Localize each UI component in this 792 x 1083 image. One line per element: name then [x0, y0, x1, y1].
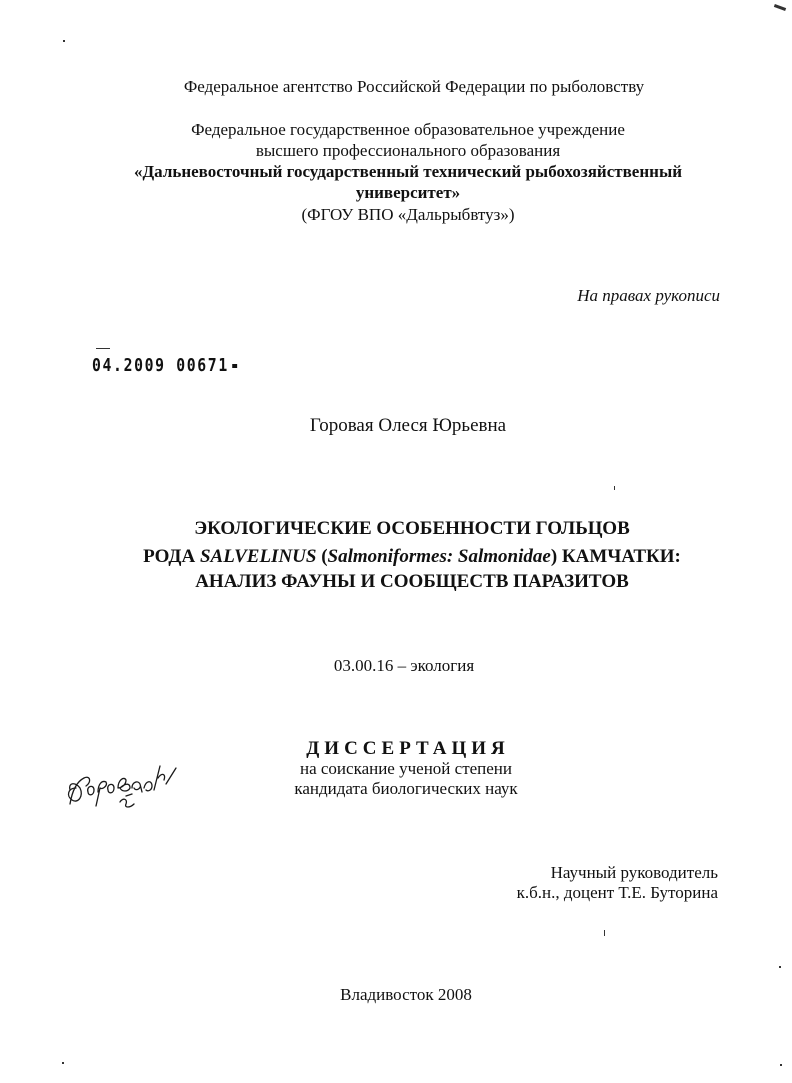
- scan-dust-icon: [614, 486, 615, 490]
- scan-dust-icon: [96, 348, 110, 349]
- registration-number: [92, 355, 237, 376]
- title-open-paren: (: [316, 546, 328, 567]
- scan-dust-icon: [779, 966, 781, 968]
- scan-dust-icon: [780, 1064, 782, 1066]
- title-line-2-prefix: РОДА: [143, 546, 200, 567]
- institution-line-2: высшего профессионального образования: [255, 141, 561, 160]
- city-and-year: Владивосток 2008: [340, 985, 472, 1004]
- dissertation-heading: ДИССЕРТАЦИЯ: [306, 738, 510, 759]
- institution-line-4: университет»: [355, 183, 461, 202]
- author-name: Горовая Олеся Юрьевна: [309, 415, 507, 436]
- title-line-1: ЭКОЛОГИЧЕСКИЕ ОСОБЕННОСТИ ГОЛЬЦОВ: [194, 518, 630, 539]
- institution-line-3: «Дальневосточный государственный технический рыбохозяйственный: [133, 162, 683, 181]
- handwritten-signature-icon: [62, 752, 192, 822]
- scan-artifact-icon: [774, 4, 786, 11]
- dissertation-degree-line-1: на соискание ученой степени: [299, 759, 513, 778]
- scan-dust-icon: [604, 930, 605, 936]
- institution-abbreviation: (ФГОУ ВПО «Дальрыбвтуз»): [301, 205, 515, 224]
- title-line-2: [16, 546, 792, 568]
- rights-notice: На правах рукописи: [577, 286, 720, 305]
- dissertation-degree-line-2: кандидата биологических наук: [294, 779, 518, 798]
- supervisor-name: к.б.н., доцент Т.Е. Буторина: [516, 883, 718, 902]
- agency-name: Федеральное агентство Российской Федерации по рыболовству: [183, 77, 645, 96]
- scan-dust-icon: [63, 40, 65, 42]
- institution-line-1: Федеральное государственное образовательное учреждение: [191, 120, 625, 139]
- registration-mark-icon: [232, 364, 237, 368]
- title-genus: SALVELINUS: [199, 546, 317, 567]
- scan-dust-icon: [62, 1062, 64, 1064]
- registration-number-text: 04.2009 00671: [92, 355, 229, 376]
- title-taxon: Salmoniformes: Salmonidae: [327, 546, 551, 567]
- title-line-3: АНАЛИЗ ФАУНЫ И СООБЩЕСТВ ПАРАЗИТОВ: [195, 571, 629, 592]
- title-line-2-suffix: ) КАМЧАТКИ:: [550, 546, 681, 567]
- specialty-code: 03.00.16 – экология: [333, 656, 475, 675]
- supervisor-label: Научный руководитель: [550, 863, 718, 882]
